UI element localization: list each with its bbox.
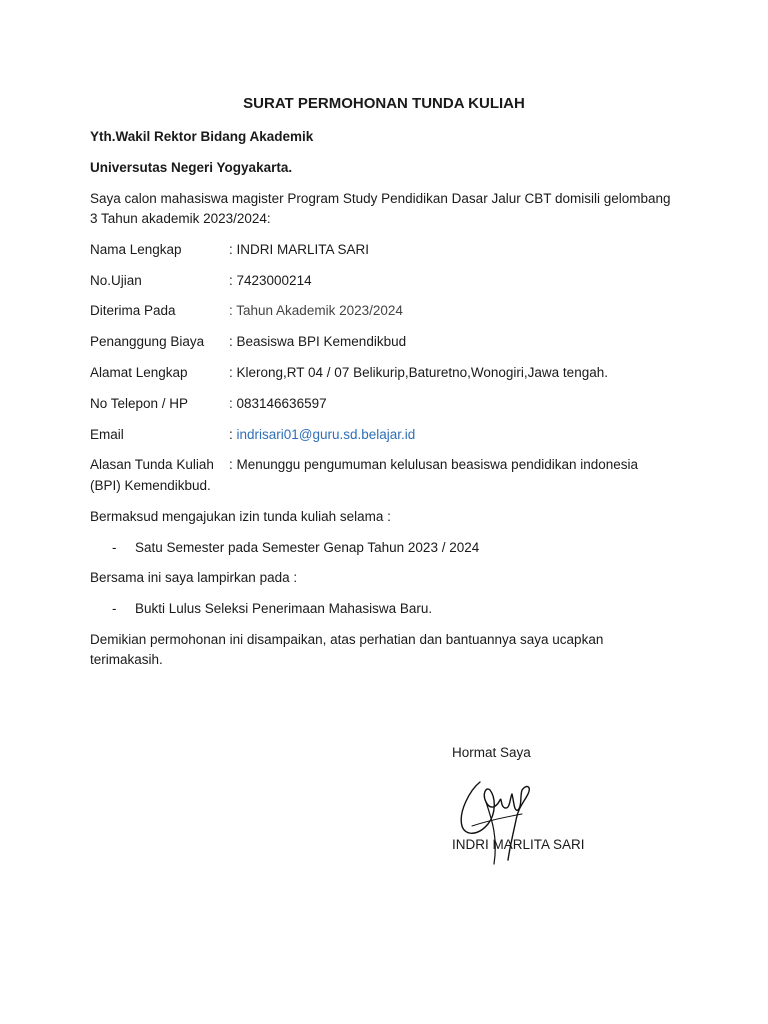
- field-value-email: [229, 426, 415, 444]
- email-link[interactable]: indrisari01@guru.sd.belajar.id: [236, 427, 416, 442]
- request-intro: Bermaksud mengajukan izin tunda kuliah selama :: [90, 509, 391, 524]
- request-bullet: -: [112, 540, 117, 555]
- recipient-title: Yth.Wakil Rektor Bidang Akademik: [90, 129, 314, 144]
- salutation: Hormat Saya: [452, 745, 531, 760]
- field-label-reason: Alasan Tunda Kuliah: [90, 457, 214, 472]
- field-value-exam-number: : 7423000214: [229, 273, 312, 288]
- field-label-accepted: Diterima Pada: [90, 303, 176, 318]
- email-prefix: :: [229, 427, 237, 442]
- closing-paragraph: Demikian permohonan ini disampaikan, atas perhatian dan bantuannya saya ucapkan terimakasih.: [90, 632, 604, 667]
- field-label-phone: No Telepon / HP: [90, 396, 189, 411]
- field-value-funding: : Beasiswa BPI Kemendikbud: [229, 334, 407, 349]
- attach-item: Bukti Lulus Seleksi Penerimaan Mahasiswa Baru.: [135, 601, 433, 616]
- field-label-exam-number: No.Ujian: [90, 273, 142, 288]
- field-value-reason: : Menunggu pengumuman kelulusan beasiswa pendidikan indonesia: [229, 457, 639, 472]
- signer-name: INDRI MARLITA SARI: [452, 837, 585, 852]
- recipient-institution: Universutas Negeri Yogyakarta.: [90, 160, 293, 175]
- request-item: Satu Semester pada Semester Genap Tahun 2023 / 2024: [135, 540, 480, 555]
- attach-intro: Bersama ini saya lampirkan pada :: [90, 570, 298, 585]
- field-label-name: Nama Lengkap: [90, 242, 182, 257]
- field-label-funding: Penanggung Biaya: [90, 334, 205, 349]
- field-value-name: : INDRI MARLITA SARI: [229, 242, 370, 257]
- field-value-address: : Klerong,RT 04 / 07 Belikurip,Baturetno,Wonogiri,Jawa tengah.: [229, 365, 608, 380]
- field-value-phone: : 083146636597: [229, 396, 327, 411]
- attach-bullet: -: [112, 601, 117, 616]
- field-label-address: Alamat Lengkap: [90, 365, 188, 380]
- field-value-accepted: : Tahun Akademik 2023/2024: [229, 303, 403, 318]
- reason-continuation: (BPI) Kemendikbud.: [90, 478, 211, 493]
- field-label-email: Email: [90, 427, 124, 442]
- letter-title: SURAT PERMOHONAN TUNDA KULIAH: [243, 95, 525, 112]
- intro-paragraph: Saya calon mahasiswa magister Program Study Pendidikan Dasar Jalur CBT domisili gelombang 3 Tahun akademik 2023/2024:: [90, 191, 671, 226]
